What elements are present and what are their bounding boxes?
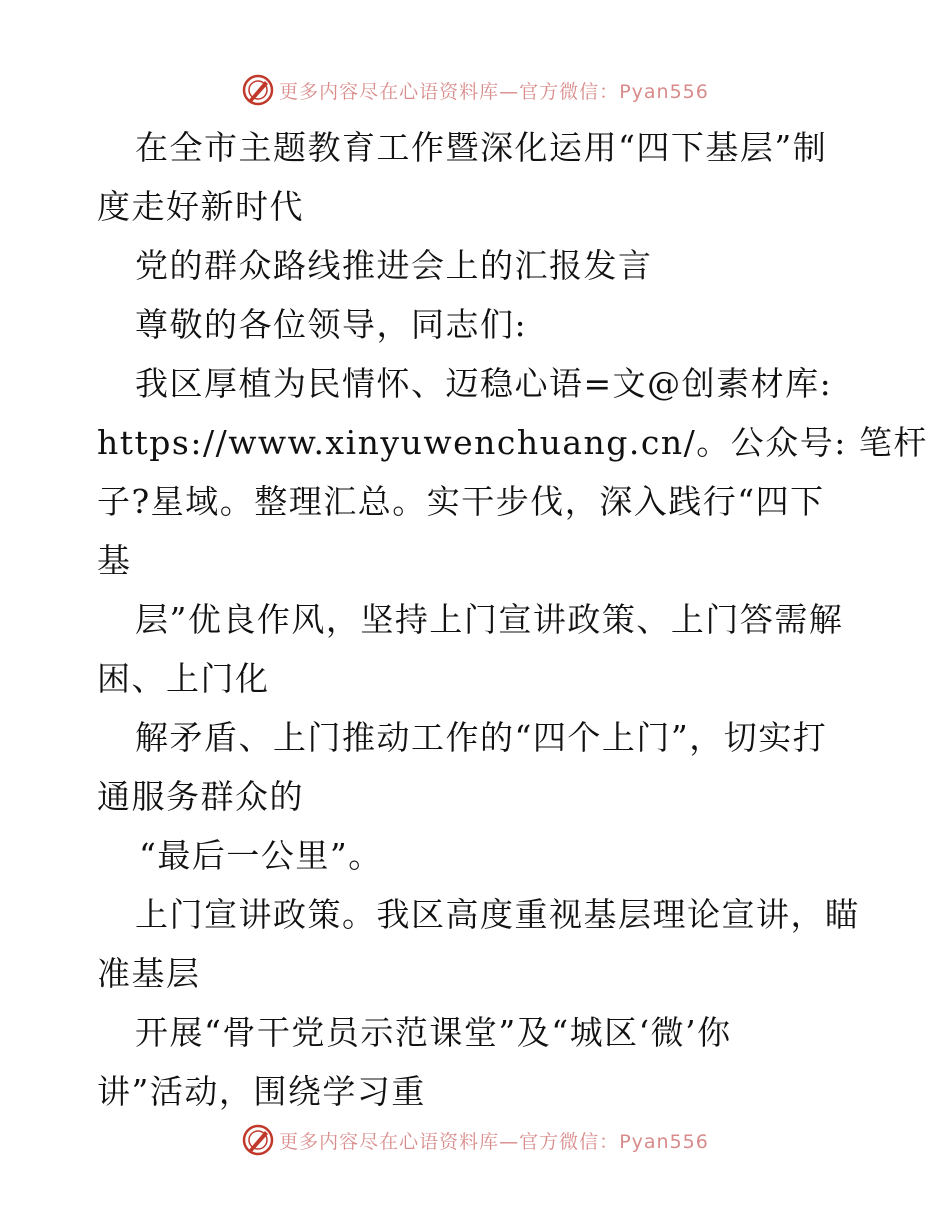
paragraph-line: 解矛盾、上门推动工作的“四个上门”，切实打 bbox=[135, 718, 828, 757]
title-line-3: 党的群众路线推进会上的汇报发言 bbox=[135, 246, 653, 285]
paragraph-line: 讲”活动，围绕学习重 bbox=[97, 1072, 426, 1111]
pen-logo-icon bbox=[241, 1123, 275, 1157]
watermark-header bbox=[0, 70, 950, 110]
paragraph-line: “最后一公里”。 bbox=[139, 836, 383, 875]
title-line-2: 度走好新时代 bbox=[97, 187, 304, 226]
paragraph-line: 准基层 bbox=[97, 954, 201, 993]
watermark-footer bbox=[0, 1120, 950, 1160]
pen-logo-icon bbox=[241, 73, 275, 107]
paragraph-line: 开展“骨干党员示范课堂”及“城区‘微’你 bbox=[135, 1013, 732, 1052]
paragraph-line: 基 bbox=[97, 541, 132, 580]
paragraph-line: 我区厚植为民情怀、迈稳心语=文@创素材库: bbox=[135, 364, 833, 403]
watermark-site-text: 更多内容尽在心语资料库 bbox=[279, 1130, 500, 1153]
watermark-wechat-label: 官方微信： bbox=[519, 1130, 620, 1153]
paragraph-line: https://www.xinyuwenchuang.cn/。公众号: 笔杆 bbox=[97, 423, 928, 462]
paragraph-line: 上门宣讲政策。我区高度重视基层理论宣讲，瞄 bbox=[135, 895, 860, 934]
watermark-separator: — bbox=[499, 1130, 520, 1153]
watermark-separator: — bbox=[499, 80, 520, 103]
paragraph-line: 子?星域。整理汇总。实干步伐，深入践行“四下 bbox=[97, 482, 825, 521]
watermark-wechat-id: Pyan556 bbox=[619, 80, 709, 103]
paragraph-line: 层”优良作风，坚持上门宣讲政策、上门答需解 bbox=[135, 600, 844, 639]
title-line-1: 在全市主题教育工作暨深化运用“四下基层”制 bbox=[135, 128, 828, 167]
salutation: 尊敬的各位领导，同志们: bbox=[135, 305, 528, 344]
watermark-site-text: 更多内容尽在心语资料库 bbox=[279, 80, 500, 103]
paragraph-line: 通服务群众的 bbox=[97, 777, 304, 816]
watermark-wechat-id: Pyan556 bbox=[619, 1130, 709, 1153]
watermark-wechat-label: 官方微信： bbox=[519, 80, 620, 103]
paragraph-line: 困、上门化 bbox=[97, 659, 270, 698]
document-body bbox=[97, 118, 928, 1121]
